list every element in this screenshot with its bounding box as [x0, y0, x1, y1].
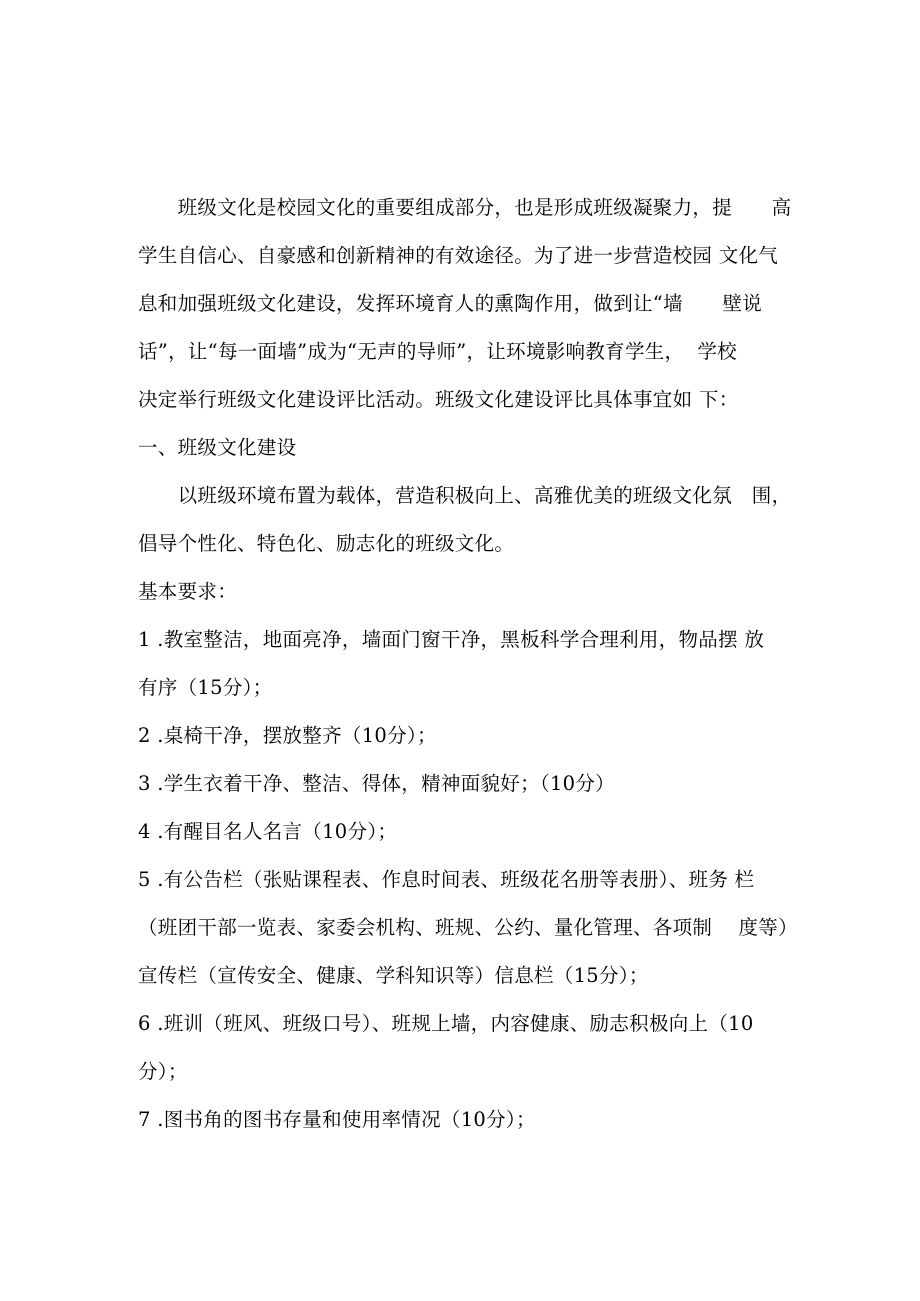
section-body-line-2: 倡导个性化、特色化、励志化的班级文化。 — [138, 532, 515, 555]
intro-line-2: 学生自信心、自豪感和创新精神的有效途径。为了进一步营造校园 文化气 — [138, 244, 779, 267]
requirement-line: 6 .班训（班风、班级口号）、班规上墙，内容健康、励志积极向上（10 — [138, 1012, 754, 1035]
intro-line-5: 决定举行班级文化建设评比活动。班级文化建设评比具体事宜如 下： — [138, 388, 739, 411]
intro-line-4: 话”，让“每一面墙”成为“无声的导师”，让环境影响教育学生， 学校 — [138, 340, 737, 363]
requirement-line: 有序（15分）； — [138, 676, 273, 699]
requirement-line: 2 .桌椅干净，摆放整齐（10分）； — [138, 724, 437, 747]
requirement-line: 7 .图书角的图书存量和使用率情况（10分）； — [138, 1108, 536, 1131]
requirement-line: （班团干部一览表、家委会机构、班规、公约、量化管理、各项制 度等） — [138, 916, 798, 939]
requirement-line: 宣传栏（宣传安全、健康、学科知识等）信息栏（15分）； — [138, 964, 649, 987]
requirement-line: 3 .学生衣着干净、整洁、得体，精神面貌好；（10分） — [138, 772, 615, 795]
requirement-line: 1 .教室整洁，地面亮净，墙面门窗干净，黑板科学合理利用，物品摆 放 — [138, 628, 765, 651]
section-heading: 一、班级文化建设 — [138, 436, 297, 459]
requirement-line: 分）； — [138, 1060, 188, 1083]
section-body-line-1: 以班级环境布置为载体，营造积极向上、高雅优美的班级文化氛 围， — [138, 484, 792, 507]
requirements-heading: 基本要求： — [138, 580, 238, 603]
requirement-line: 4 .有醒目名人名言（10分）； — [138, 820, 398, 843]
requirement-line: 5 .有公告栏（张贴课程表、作息时间表、班级花名册等表册）、班务 栏 — [138, 868, 755, 891]
intro-line-3: 息和加强班级文化建设，发挥环境育人的熏陶作用，做到让“墙 壁说 — [138, 292, 763, 315]
intro-line-1: 班级文化是校园文化的重要组成部分，也是形成班级凝聚力，提 高 — [138, 196, 792, 219]
